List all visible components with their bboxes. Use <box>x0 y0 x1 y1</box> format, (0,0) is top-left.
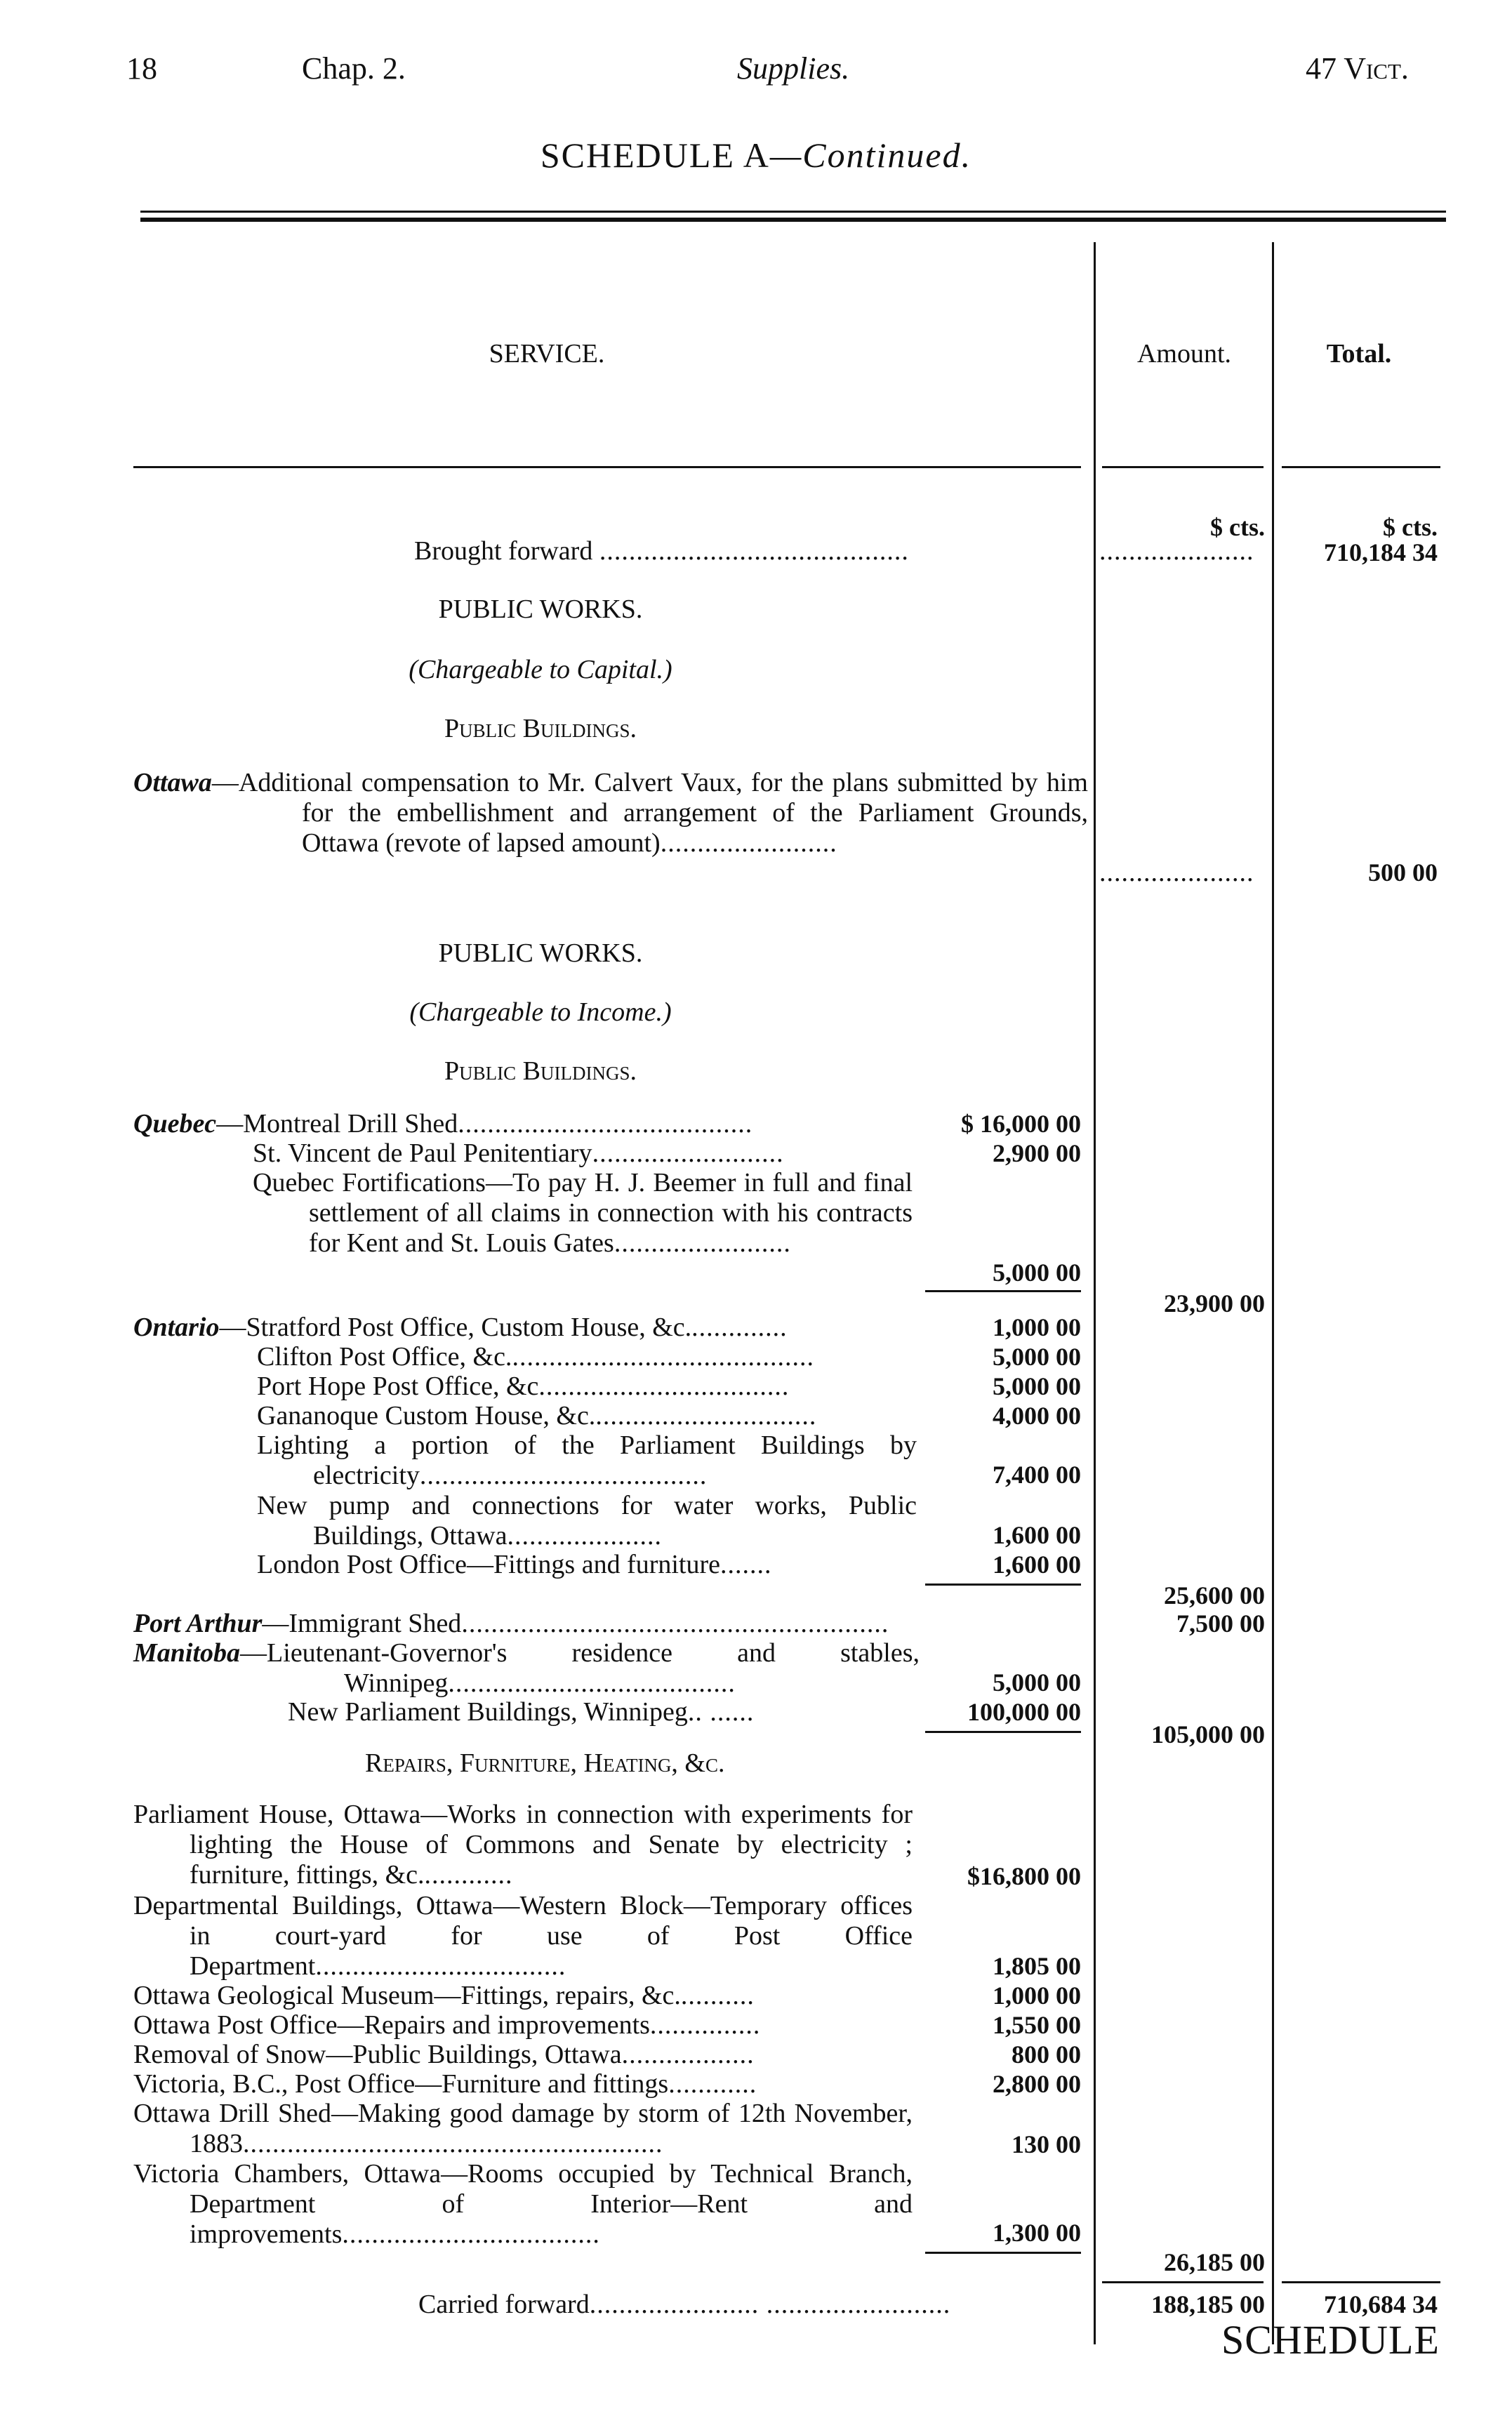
repairs-item-1: Parliament House, Ottawa—Works in connection with experiments for lighting the House of Commons and Senate by electricity ; furniture, fittings, &c............. <box>133 1800 913 1890</box>
carried-forward-rule-amount <box>1102 2281 1264 2283</box>
column-header-amount: Amount. <box>1136 339 1232 369</box>
ontario-item-5: Lighting a portion of the Parliament Buildings by electricity....................................... <box>257 1430 917 1490</box>
repairs-item-7: Ottawa Drill Shed—Making good damage by storm of 12th November, 1883......................................................... <box>133 2099 913 2158</box>
catchword: SCHEDULE <box>1221 2317 1440 2363</box>
income-section: Public Buildings. <box>444 1056 637 1086</box>
ontario-item-7: London Post Office—Fittings and furniture....... <box>257 1550 772 1579</box>
repairs-item-8: Victoria Chambers, Ottawa—Rooms occupied by Technical Branch, Department of Interior—Rent and improvements................................... <box>133 2159 913 2249</box>
carried-forward-amount: 188,185 00 <box>1151 2290 1265 2318</box>
repairs-item-2: Departmental Buildings, Ottawa—Western Block—Temporary offices in court-yard for use of Post Office Department.................................. <box>133 1891 913 1981</box>
manitoba-amount-1: 5,000 00 <box>993 1668 1081 1697</box>
page-number: 18 <box>126 51 157 86</box>
column-divider-total <box>1272 242 1274 2344</box>
repairs-item-4: Ottawa Post Office—Repairs and improvements............... <box>133 2010 761 2040</box>
port-arthur-item: Port Arthur—Immigrant Shed.......................................................... <box>133 1609 889 1638</box>
ontario-item-2: Clifton Post Office, &c.......................................... <box>257 1342 814 1372</box>
ontario-item-4: Gananoque Custom House, &c............................... <box>257 1401 817 1430</box>
repairs-amount-4: 1,550 00 <box>993 2011 1081 2039</box>
repairs-item-3: Ottawa Geological Museum—Fittings, repairs, &c........... <box>133 1981 755 2010</box>
quebec-item-2: St. Vincent de Paul Penitentiary.......................... <box>253 1138 784 1168</box>
repairs-subtotal: 26,185 00 <box>1164 2248 1265 2276</box>
ontario-subtotal: 25,600 00 <box>1164 1581 1265 1609</box>
income-subheading: (Chargeable to Income.) <box>409 997 672 1027</box>
ontario-amount-7: 1,600 00 <box>993 1551 1081 1579</box>
amount-units: $ cts. <box>1210 513 1265 541</box>
port-arthur-subtotal: 7,500 00 <box>1176 1609 1265 1638</box>
ontario-amount-6: 1,600 00 <box>993 1521 1081 1549</box>
manitoba-item-1: Manitoba—Lieutenant-Governor's residence and stables, Winnipeg....................................... <box>133 1638 920 1698</box>
ontario-item-3: Port Hope Post Office, &c.................................. <box>257 1372 790 1401</box>
income-heading: PUBLIC WORKS. <box>438 938 643 968</box>
quebec-subtotal-rule <box>925 1290 1081 1292</box>
ottawa-capital-total: 500 00 <box>1368 858 1438 887</box>
chapter-label: Chap. 2. <box>302 51 406 86</box>
ottawa-place: Ottawa <box>133 768 212 797</box>
regnal-year: 47 Vict. <box>1306 51 1409 86</box>
ottawa-capital-item: Ottawa—Additional compensation to Mr. Calvert Vaux, for the plans submitted by him for the embellishment and arrangement of the Parliament Grounds, Ottawa (revote of lapsed amount)........................ <box>133 768 1088 858</box>
schedule-title-continued: —Continued. <box>769 135 972 175</box>
ontario-amount-2: 5,000 00 <box>993 1343 1081 1371</box>
ontario-amount-3: 5,000 00 <box>993 1372 1081 1400</box>
brought-forward-amount-dots: ..................... <box>1099 536 1254 566</box>
manitoba-amount-2: 100,000 00 <box>967 1698 1081 1726</box>
manitoba-item-2: New Parliament Buildings, Winnipeg.. ...... <box>288 1697 755 1727</box>
repairs-amount-7: 130 00 <box>1012 2130 1081 2158</box>
header-rule-total <box>1282 466 1440 468</box>
quebec-amount-3: 5,000 00 <box>993 1259 1081 1287</box>
column-header-service: SERVICE. <box>489 339 605 369</box>
header-rule-service <box>133 466 1081 468</box>
ontario-subtotal-rule <box>925 1584 1081 1586</box>
schedule-title <box>0 135 1512 175</box>
repairs-amount-6: 2,800 00 <box>993 2070 1081 2098</box>
ontario-amount-5: 7,400 00 <box>993 1461 1081 1489</box>
repairs-amount-5: 800 00 <box>1012 2040 1081 2069</box>
quebec-item-3: Quebec Fortifications—To pay H. J. Beemer in full and final settlement of all claims in connection with his contracts for Kent and St. Louis Gates........................ <box>253 1168 913 1258</box>
repairs-amount-1: $16,800 00 <box>967 1862 1081 1890</box>
brought-forward-total: 710,184 34 <box>1324 538 1438 566</box>
ontario-item-6: New pump and connections for water works, Public Buildings, Ottawa..................... <box>257 1491 917 1551</box>
capital-heading: PUBLIC WORKS. <box>438 595 643 624</box>
brought-forward-label: Brought forward .......................................... <box>414 536 909 566</box>
quebec-subtotal: 23,900 00 <box>1164 1289 1265 1317</box>
carried-forward-label: Carried forward....................... ......................... <box>418 2290 951 2319</box>
header-rule-amount <box>1102 466 1264 468</box>
ontario-item-1: Ontario—Stratford Post Office, Custom House, &c.............. <box>133 1313 788 1342</box>
repairs-section: Repairs, Furniture, Heating, &c. <box>365 1748 725 1778</box>
column-divider-amount <box>1094 242 1096 2344</box>
column-header-total: Total. <box>1326 339 1392 369</box>
manitoba-subtotal: 105,000 00 <box>1151 1720 1265 1748</box>
ontario-amount-4: 4,000 00 <box>993 1402 1081 1430</box>
ottawa-capital-text: —Additional compensation to Mr. Calvert Vaux, for the plans submitted by him for the embellishment and arrangement of the Parliament Grounds, Ottawa (revote of lapsed amount) <box>211 768 1088 858</box>
manitoba-subtotal-rule <box>925 1731 1081 1733</box>
quebec-amount-1: $ 16,000 00 <box>961 1110 1081 1138</box>
quebec-item-1: Quebec—Montreal Drill Shed........................................ <box>133 1109 753 1138</box>
quebec-amount-2: 2,900 00 <box>993 1139 1081 1167</box>
title-rule-bottom <box>140 218 1446 222</box>
repairs-item-6: Victoria, B.C., Post Office—Furniture and fittings............ <box>133 2069 757 2099</box>
capital-subheading: (Chargeable to Capital.) <box>409 655 672 684</box>
total-units: $ cts. <box>1383 513 1438 541</box>
ontario-amount-1: 1,000 00 <box>993 1313 1081 1341</box>
carried-forward-rule-total <box>1282 2281 1440 2283</box>
repairs-amount-2: 1,805 00 <box>993 1952 1081 1980</box>
repairs-subtotal-rule <box>925 2252 1081 2254</box>
ottawa-capital-amount-dots: ..................... <box>1099 858 1254 887</box>
repairs-amount-3: 1,000 00 <box>993 1981 1081 2010</box>
repairs-item-5: Removal of Snow—Public Buildings, Ottawa.................. <box>133 2040 755 2069</box>
capital-section: Public Buildings. <box>444 714 637 743</box>
subject-label: Supplies. <box>737 51 850 86</box>
title-rule-top <box>140 211 1446 213</box>
schedule-title-main: SCHEDULE A <box>540 135 770 175</box>
repairs-amount-8: 1,300 00 <box>993 2219 1081 2247</box>
carried-forward-total: 710,684 34 <box>1324 2290 1438 2318</box>
